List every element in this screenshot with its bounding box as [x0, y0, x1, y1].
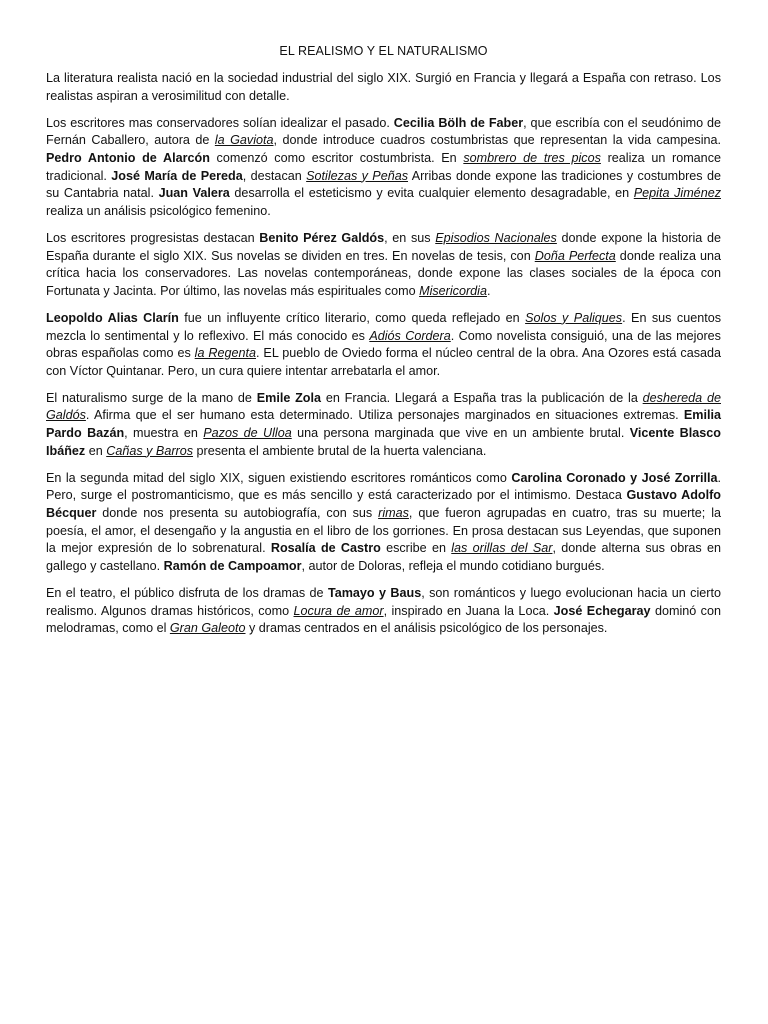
author-name: Vicente Blasco Ibáñez — [46, 426, 721, 458]
author-name: Emilia Pardo Bazán — [46, 408, 721, 441]
author-name: Pedro Antonio de Alarcón — [46, 150, 210, 165]
text-run: realiza un romance tradicional. — [46, 150, 721, 183]
work-title: sombrero de tres picos — [463, 150, 601, 165]
work-title: Misericordia — [419, 283, 487, 298]
work-title: Locura de amor — [293, 603, 384, 618]
work-title: la Regenta — [194, 346, 257, 361]
text-run: , son románticos y luego evolucionan hacia un cierto realismo. Algunos dramas históricos, como — [46, 586, 721, 618]
text-run: en Francia. Llegará a España tras la publicación de la — [321, 390, 643, 405]
author-name: Benito Pérez Galdós — [259, 230, 385, 245]
work-title: Episodios Nacionales — [435, 230, 557, 245]
text-run: En el teatro, el público disfruta de los dramas de — [46, 586, 328, 600]
author-name: Gustavo Adolfo Bécquer — [46, 488, 721, 521]
text-run: . Como novelista consiguió, una de las mejores obras españolas como es — [46, 328, 721, 361]
paragraph — [46, 470, 721, 576]
work-title: rimas — [378, 506, 409, 521]
text-run: fue un influyente crítico literario, como queda reflejado en — [178, 310, 526, 325]
text-run: una persona marginada que vive en un ambiente brutal. — [291, 426, 630, 441]
author-name: José Echegaray — [553, 603, 651, 618]
text-run: , que fueron agrupadas en cuatro, tras su muerte; la poesía, el amor, el desengaño y la angustia en el libro de los gorriones. En prosa destacan sus Leyendas, que suponen la mejor expresión de lo sobrenatural. — [46, 506, 722, 556]
work-title: Solos y Paliques — [525, 310, 623, 325]
author-name: Carolina Coronado y José Zorrilla — [511, 470, 718, 485]
text-run: , que escribía con el seudónimo de Fernán Caballero, autora de — [46, 115, 722, 148]
text-run: y dramas centrados en el análisis psicológico de los personajes. — [245, 621, 608, 636]
text-run: donde expone la historia de España durante el siglo XIX. Sus novelas se dividen en tres. En novelas de tesis, con — [46, 230, 721, 263]
paragraph — [46, 230, 721, 300]
work-title: Gran Galeoto — [169, 621, 246, 636]
text-run: . Afirma que el ser humano esta determinado. Utiliza personajes marginados en situaciones extremas. — [85, 408, 684, 423]
document-title: EL REALISMO Y EL NATURALISMO — [279, 44, 488, 58]
text-run: donde realiza una crítica hacia los conservadores. Las novelas contemporáneas, donde expone las clases sociales de la época con Fortunata y Jacinta. Por último, las novelas más espirituales como — [46, 248, 721, 298]
paragraph — [46, 115, 721, 221]
work-title: deshereda de Galdós — [46, 390, 721, 423]
author-name: Emile Zola — [256, 390, 322, 405]
text-run: Los escritores mas conservadores solían idealizar el pasado. — [46, 115, 394, 130]
text-run: . — [486, 283, 491, 298]
work-title: Cañas y Barros — [106, 443, 194, 458]
text-run: donde nos presenta su autobiografía, con sus — [96, 506, 379, 521]
text-run: desarrolla el esteticismo y evita cualquier elemento desagradable, en — [229, 186, 634, 201]
work-title: Sotilezas y Peñas — [306, 168, 409, 183]
document-body — [46, 70, 721, 638]
text-run: , destacan — [242, 168, 307, 183]
work-title: Pepita Jiménez — [633, 186, 721, 201]
text-run: realiza un análisis psicológico femenino. — [46, 203, 271, 218]
paragraph — [46, 310, 721, 380]
work-title: Pazos de Ulloa — [203, 426, 292, 441]
work-title: la Gaviota — [214, 133, 274, 148]
paragraph — [46, 70, 721, 105]
text-run: La literatura realista nació en la sociedad industrial del siglo XIX. Surgió en Francia y llegará a España con retraso. Los realistas aspiran a verosimilitud con detalle. — [46, 71, 721, 103]
text-run: , donde alterna sus obras en gallego y castellano. — [46, 541, 721, 573]
text-run: En la segunda mitad del siglo XIX, siguen existiendo escritores románticos como — [46, 470, 512, 485]
author-name: Tamayo y Baus — [327, 586, 422, 600]
work-title: Adiós Cordera — [369, 328, 451, 343]
author-name: Leopoldo Alias Clarín — [46, 310, 179, 325]
work-title: Doña Perfecta — [534, 248, 616, 263]
paragraph — [46, 585, 721, 638]
author-name: Cecilia Bölh de Faber — [393, 115, 524, 130]
author-name: José María de Pereda — [111, 168, 243, 183]
text-run: , muestra en — [124, 426, 204, 441]
text-run: , en sus — [384, 230, 436, 245]
paragraph — [46, 390, 721, 460]
text-run: Los escritores progresistas destacan — [46, 230, 260, 245]
work-title: las orillas del Sar — [451, 541, 553, 556]
text-run: comenzó como escritor costumbrista. En — [209, 150, 464, 165]
text-run: escribe en — [380, 541, 452, 556]
text-run: , inspirado en Juana la Loca. — [383, 603, 554, 618]
author-name: Juan Valera — [158, 186, 230, 201]
author-name: Ramón de Campoamor — [163, 558, 302, 573]
text-run: . EL pueblo de Oviedo forma el núcleo central de la obra. Ana Ozores está casada con Víctor Quintanar. Pero, un cura quiere intentar arrebatarla el amor. — [46, 346, 722, 378]
text-run: en — [85, 443, 107, 458]
text-run: . En sus cuentos mezcla lo sentimental y lo reflexivo. El más conocido es — [46, 310, 722, 343]
author-name: Rosalía de Castro — [270, 541, 381, 556]
text-run: , donde introduce cuadros costumbristas que representan la vida campesina. — [273, 133, 721, 148]
text-run: presenta el ambiente brutal de la huerta valenciana. — [193, 443, 487, 458]
text-run: Arribas donde expone las tradiciones y costumbres de su Cantabria natal. — [46, 168, 721, 201]
document-page — [46, 43, 721, 647]
text-run: . Pero, surge el postromanticismo, que es más sencillo y está caracterizado por el intimismo. Destaca — [46, 470, 721, 503]
text-run: , autor de Doloras, refleja el mundo cotidiano burgués. — [301, 558, 605, 573]
text-run: El naturalismo surge de la mano de — [46, 390, 257, 405]
text-run: dominó con melodramas, como el — [46, 603, 721, 636]
